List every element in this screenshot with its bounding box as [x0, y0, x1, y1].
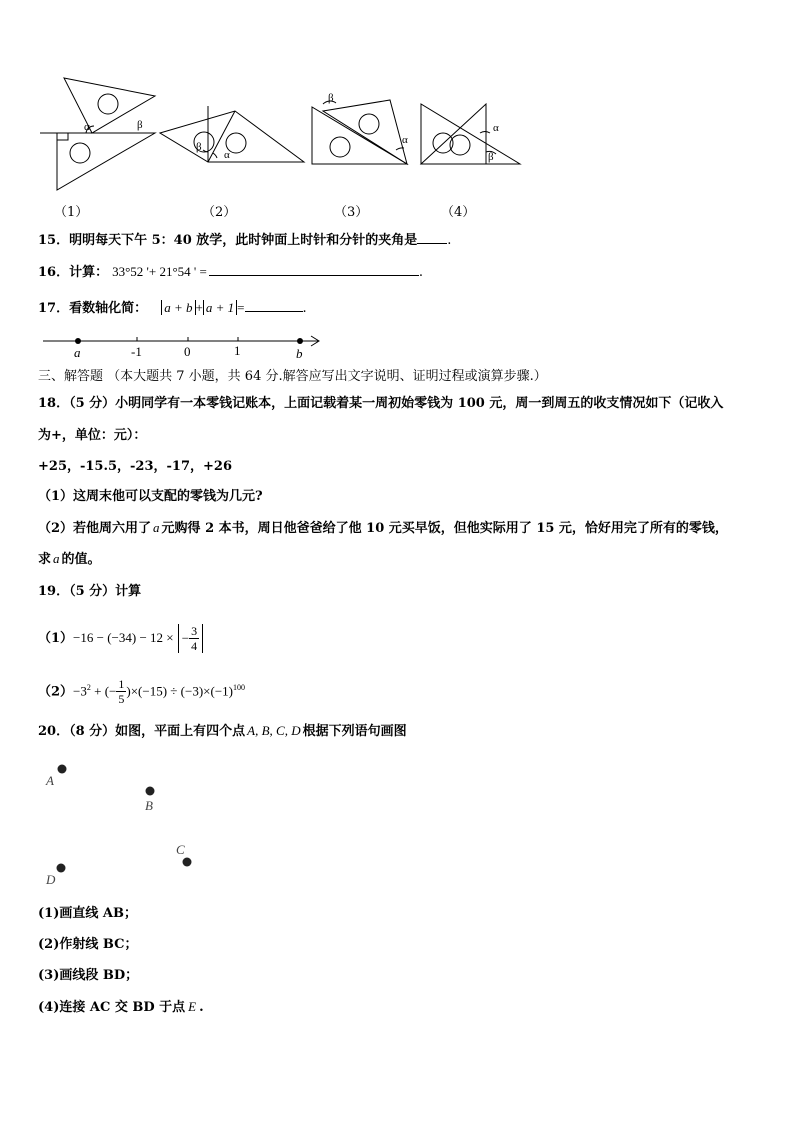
question-text-2: 根据下列语句画图 [302, 724, 407, 739]
abs-fraction [178, 624, 203, 653]
answer-blank[interactable] [417, 229, 447, 244]
alpha-label-4: α [493, 122, 499, 134]
question-text: 计算： [69, 265, 109, 280]
question-number: 17． [38, 301, 70, 316]
label-D: D [46, 872, 56, 887]
step-3: (3)画线段 BD； [38, 968, 139, 983]
abs-a-plus-1: a + 1 [203, 300, 237, 315]
figure-caption-3: （3） [334, 205, 369, 220]
equals-sign: = [237, 300, 245, 315]
label-B: B [145, 798, 153, 813]
math-expression: 33°52 '+ 21°54 ' = [112, 264, 207, 279]
abs-a-plus-b: a + b [161, 300, 195, 315]
points-figure [0, 750, 794, 900]
label-1: 1 [234, 343, 241, 358]
answer-blank[interactable] [245, 297, 303, 312]
step-4-text: (4)连接 AC 交 BD 于点 [38, 1000, 186, 1015]
triangle-figures [0, 0, 794, 230]
step-4 [38, 998, 204, 1017]
figure-4 [421, 104, 520, 164]
question-15 [38, 229, 451, 250]
part-2-text-b: 元购得 2 本书，周日他爸爸给了他 10 元买早饭，但他实际用了 15 元，恰好用完了所有的零钱， [161, 521, 728, 536]
question-19 [38, 583, 141, 601]
variable-a: a [153, 520, 160, 535]
point-C [183, 858, 192, 867]
exponent: 100 [233, 683, 245, 692]
question-17 [38, 297, 307, 318]
question-18-part-2 [38, 519, 728, 538]
alpha-label-3: α [402, 134, 408, 146]
question-number: 20． [38, 724, 70, 739]
figure-3 [312, 100, 407, 164]
question-end: . [302, 301, 307, 316]
part-label: （1） [38, 631, 74, 646]
question-20 [38, 722, 407, 741]
question-18-part-2-cont [38, 550, 101, 569]
part-2-text-d: 的值。 [61, 552, 101, 567]
denominator: 5 [118, 692, 125, 707]
question-text: （8 分）如图，平面上有四个点 [69, 724, 246, 739]
math-expression: −16 − (−34) − 12 × [73, 630, 174, 645]
step-4-end: . [199, 1000, 204, 1015]
question-16 [38, 261, 423, 282]
question-text: 看数轴化简： [69, 301, 148, 316]
step-1: (1)画直线 AB； [38, 906, 137, 921]
point-a [75, 338, 81, 344]
question-number: 15． [38, 233, 70, 248]
math-expr-c: )×(−15) ÷ (−3)×(−1) [126, 683, 233, 699]
alpha-label-2: α [224, 149, 230, 161]
answer-blank[interactable] [209, 261, 419, 276]
label-C: C [176, 842, 185, 857]
part-label: （2） [38, 684, 74, 700]
question-19-part-2 [38, 670, 245, 706]
numerator: 1 [118, 677, 125, 692]
section-heading: 三、解答题 （本大题共 7 小题，共 64 分.解答应写出文字说明、证明过程或演算步骤.） [38, 369, 547, 384]
plus-sign: + [195, 300, 203, 315]
beta-label-4: β [488, 151, 494, 163]
beta-label-2: β [196, 141, 202, 153]
question-end: . [418, 265, 423, 280]
figure-caption-1: （1） [54, 205, 89, 220]
exponent: 2 [86, 683, 91, 692]
question-number: 19． [38, 584, 70, 599]
part-2-text-c: 求 [38, 552, 52, 567]
question-18-line-1 [38, 395, 723, 413]
point-B [146, 787, 155, 796]
label-0: 0 [184, 344, 191, 359]
question-text: （5 分）计算 [69, 584, 142, 599]
step-2: (2)作射线 BC； [38, 937, 138, 952]
point-b [297, 338, 303, 344]
question-text: 明明每天下午 5：40 放学，此时钟面上时针和分针的夹角是 [69, 233, 418, 248]
figure-caption-4: （4） [441, 205, 476, 220]
point-D [57, 864, 66, 873]
question-18-part-1: （1）这周末他可以支配的零钱为几元? [38, 489, 263, 504]
label-minus-1: -1 [131, 344, 142, 359]
denominator: 4 [191, 639, 198, 653]
label-a: a [74, 345, 81, 360]
question-number: 16． [38, 265, 70, 280]
question-end: . [447, 233, 452, 248]
beta-label-3: β [328, 92, 334, 104]
label-b: b [296, 346, 303, 361]
label-A: A [46, 773, 54, 788]
point-A [58, 765, 67, 774]
question-number: 18． [38, 396, 70, 411]
math-expr-a: −3 [73, 683, 87, 699]
beta-label-1: β [137, 119, 143, 131]
fraction-3-4 [189, 624, 199, 653]
alpha-label-1: α [84, 121, 90, 133]
number-line [0, 325, 794, 365]
question-text: （5 分）小明同学有一本零钱记账本，上面记载着某一周初始零钱为 100 元，周一到周五的收支情况如下（记收入 [69, 396, 724, 411]
question-18-data: +25，-15.5，-23，-17，+26 [38, 459, 232, 474]
figure-1 [40, 78, 155, 190]
question-18-line-2: 为+，单位：元）： [38, 428, 147, 443]
variable-a: a [53, 551, 60, 566]
numerator: 3 [191, 624, 198, 638]
part-2-text-a: （2）若他周六用了 [38, 521, 152, 536]
points-list: A, B, C, D [247, 723, 301, 738]
math-expr-b: + (− [90, 683, 117, 699]
figure-caption-2: （2） [202, 205, 237, 220]
variable-E: E [188, 999, 197, 1014]
figure-2 [160, 106, 304, 162]
minus-sign: − [181, 630, 190, 646]
fraction-1-5 [116, 677, 126, 706]
question-19-part-1 [38, 618, 203, 658]
